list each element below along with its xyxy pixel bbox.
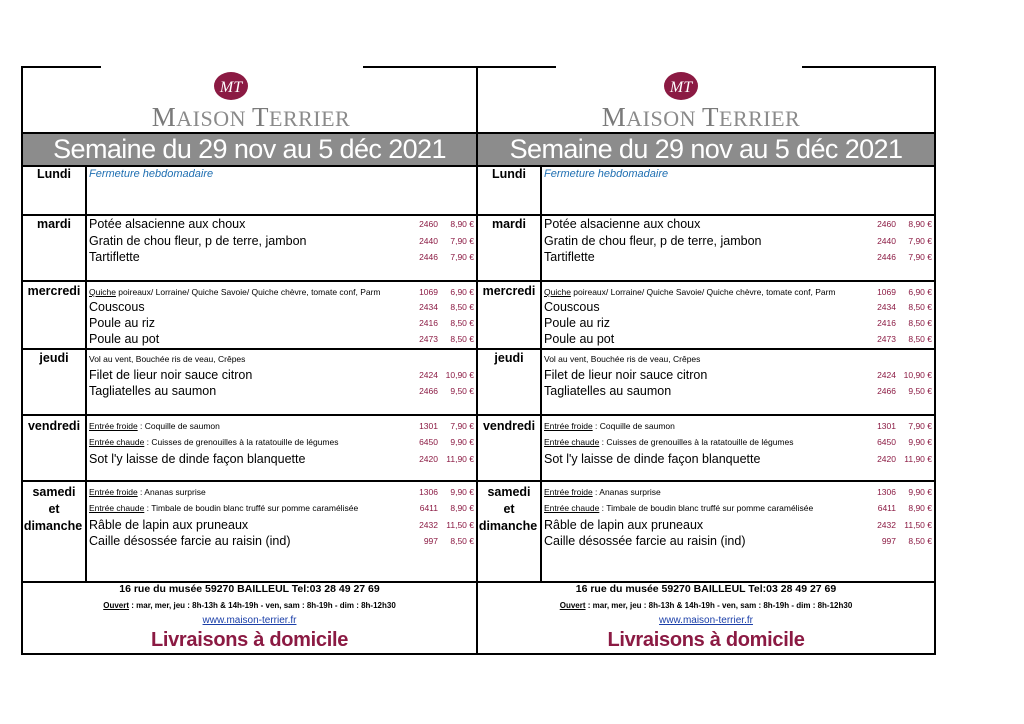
dish-price: 8,50 €: [450, 334, 474, 344]
svg-text:MT: MT: [669, 79, 693, 96]
dish-name: Gratin de chou fleur, p de terre, jambon: [544, 234, 762, 248]
dish-name: Poule au pot: [544, 332, 615, 346]
logo-wordmark: MAISON TERRIER: [601, 102, 801, 132]
menu-line: [89, 284, 476, 300]
footer-address: 16 rue du musée 59270 BAILLEUL Tel:03 28 49 27 69: [575, 583, 837, 595]
day-label: et: [503, 502, 515, 516]
dish-price: 6,90 €: [450, 287, 474, 297]
footer: [23, 581, 476, 653]
dish-name: Entrée chaude : Timbale de boudin blanc truffé sur pomme caramélisée: [89, 503, 359, 513]
svg-text:MT: MT: [219, 79, 243, 96]
footer: [478, 581, 934, 653]
day-label: mardi: [36, 217, 72, 231]
dish-code: 6450: [419, 437, 438, 447]
dish-price: 11,50 €: [904, 520, 932, 530]
delivery-banner: Livraisons à domicile: [150, 629, 349, 651]
dish-name: Poule au riz: [89, 316, 156, 330]
dish-name: Filet de lieur noir sauce citron: [89, 368, 253, 382]
dish-code: 2416: [877, 318, 896, 328]
day-label: samedi: [487, 485, 531, 499]
dish-name: Couscous: [89, 300, 145, 314]
logo: [478, 68, 934, 132]
closure-note: Fermeture hebdomadaire: [89, 168, 214, 180]
menu-panel-left: [21, 66, 478, 655]
menu-line: [544, 533, 934, 549]
menu-line: [89, 517, 476, 533]
day-label: jeudi: [39, 351, 69, 365]
menu-line: [89, 367, 476, 383]
menu-line: [89, 451, 476, 467]
dish-price: 7,90 €: [908, 252, 932, 262]
day-label: mercredi: [27, 284, 81, 298]
day-label: samedi: [32, 485, 76, 499]
menu-line: [89, 299, 476, 315]
day-row-mercredi: [478, 282, 934, 350]
day-row-jeudi: [478, 350, 934, 416]
dish-name: Poule au pot: [89, 332, 160, 346]
menu-line: [544, 484, 934, 500]
menu-line: [544, 166, 934, 182]
dish-price: 9,50 €: [908, 386, 932, 396]
dish-price: 8,50 €: [450, 536, 474, 546]
dish-price: 9,90 €: [450, 487, 474, 497]
menu-line: [544, 383, 934, 399]
day-row-mardi: [23, 216, 476, 282]
dish-name: Tartiflette: [89, 250, 140, 264]
dish-price: 8,50 €: [908, 334, 932, 344]
dish-code: 2466: [877, 386, 896, 396]
day-row-vendredi: [478, 416, 934, 482]
dish-code: 2432: [877, 520, 896, 530]
menu-line: [544, 451, 934, 467]
logo-wordmark: MAISON TERRIER: [151, 102, 351, 132]
day-row-mercredi: [23, 282, 476, 350]
menu-line: [544, 233, 934, 249]
menu-line: [544, 284, 934, 300]
footer-hours: Ouvert : mar, mer, jeu : 8h-13h & 14h-19h - ven, sam : 8h-19h - dim : 8h-12h30: [103, 601, 396, 610]
day-row-lundi: [23, 165, 476, 216]
dish-price: 7,90 €: [450, 421, 474, 431]
menu-line: [89, 249, 476, 265]
dish-name: Sot l'y laisse de dinde façon blanquette: [544, 452, 761, 466]
dish-price: 7,90 €: [450, 236, 474, 246]
dish-code: 2440: [419, 236, 438, 246]
menu-line: [89, 233, 476, 249]
dish-name: Couscous: [544, 300, 600, 314]
dish-code: 6411: [877, 503, 896, 513]
menu-line: [544, 517, 934, 533]
day-row-weekend: [478, 482, 934, 581]
day-label: jeudi: [494, 351, 524, 365]
dish-name: Tagliatelles au saumon: [89, 384, 217, 398]
dish-code: 2473: [877, 334, 896, 344]
dish-code: 2460: [419, 219, 438, 229]
dish-price: 7,90 €: [908, 421, 932, 431]
footer-hours: Ouvert : mar, mer, jeu : 8h-13h & 14h-19h - ven, sam : 8h-19h - dim : 8h-12h30: [559, 601, 853, 610]
menu-line: [89, 418, 476, 434]
day-label: Lundi: [491, 167, 526, 181]
dish-price: 9,90 €: [908, 487, 932, 497]
dish-price: 10,90 €: [445, 370, 474, 380]
footer-address: 16 rue du musée 59270 BAILLEUL Tel:03 28 49 27 69: [119, 583, 380, 595]
dish-code: 1069: [877, 287, 896, 297]
day-label: Lundi: [36, 167, 71, 181]
dish-code: 2460: [877, 219, 896, 229]
dish-name: Vol au vent, Bouchée ris de veau, Crêpes: [544, 354, 701, 364]
dish-name: Tagliatelles au saumon: [544, 384, 672, 398]
dish-code: 2432: [419, 520, 438, 530]
menu-line: [544, 331, 934, 347]
logo-monogram-icon: [211, 70, 251, 102]
dish-code: 2420: [877, 454, 896, 464]
dish-code: 2416: [419, 318, 438, 328]
dish-name: Entrée froide : Coquille de saumon: [544, 421, 675, 431]
dish-code: 997: [881, 536, 896, 546]
logo: [23, 68, 476, 132]
dish-name: Filet de lieur noir sauce citron: [544, 368, 708, 382]
day-row-jeudi: [23, 350, 476, 416]
menu-line: [544, 299, 934, 315]
dish-name: Sot l'y laisse de dinde façon blanquette: [89, 452, 306, 466]
day-row-vendredi: [23, 416, 476, 482]
menu-line: [544, 367, 934, 383]
menu-line: [544, 216, 934, 232]
dish-name: Gratin de chou fleur, p de terre, jambon: [89, 234, 307, 248]
dish-price: 8,50 €: [908, 318, 932, 328]
dish-price: 8,50 €: [450, 302, 474, 312]
menu-line: [544, 418, 934, 434]
dish-name: Entrée froide : Ananas surprise: [89, 487, 206, 497]
dish-name: Quiche poireaux/ Lorraine/ Quiche Savoie/ Quiche chèvre, tomate conf, Parm: [544, 287, 836, 297]
menu-line: [544, 500, 934, 516]
dish-price: 7,90 €: [908, 236, 932, 246]
dish-code: 2424: [419, 370, 438, 380]
dish-price: 9,90 €: [908, 437, 932, 447]
dish-price: 8,50 €: [908, 302, 932, 312]
dish-price: 6,90 €: [908, 287, 932, 297]
day-label: dimanche: [478, 519, 538, 533]
dish-price: 10,90 €: [903, 370, 932, 380]
dish-code: 1306: [419, 487, 438, 497]
dish-name: Entrée chaude : Timbale de boudin blanc truffé sur pomme caramélisée: [544, 503, 814, 513]
dish-code: 1301: [877, 421, 896, 431]
dish-name: Potée alsacienne aux choux: [89, 217, 246, 231]
day-label: et: [48, 502, 60, 516]
dish-price: 8,90 €: [450, 503, 474, 513]
delivery-banner: Livraisons à domicile: [607, 629, 805, 651]
dish-code: 1069: [419, 287, 438, 297]
dish-name: Quiche poireaux/ Lorraine/ Quiche Savoie/ Quiche chèvre, tomate conf, Parm: [89, 287, 381, 297]
dish-code: 2434: [419, 302, 438, 312]
dish-name: Vol au vent, Bouchée ris de veau, Crêpes: [89, 354, 246, 364]
dish-code: 2420: [419, 454, 438, 464]
website-link[interactable]: www.maison-terrier.fr: [659, 615, 753, 626]
dish-name: Râble de lapin aux pruneaux: [544, 518, 704, 532]
dish-price: 8,90 €: [908, 503, 932, 513]
closure-note: Fermeture hebdomadaire: [544, 168, 669, 180]
menu-line: [89, 216, 476, 232]
dish-code: 2434: [877, 302, 896, 312]
day-row-weekend: [23, 482, 476, 581]
dish-name: Tartiflette: [544, 250, 595, 264]
menu-line: [89, 315, 476, 331]
dish-price: 11,90 €: [904, 454, 932, 464]
day-label: dimanche: [23, 519, 83, 533]
logo-monogram-icon: [661, 70, 701, 102]
dish-code: 1301: [419, 421, 438, 431]
menu-panel-right: [478, 66, 936, 655]
day-label: vendredi: [482, 419, 536, 433]
menu-line: [89, 166, 476, 182]
dish-code: 2473: [419, 334, 438, 344]
week-banner: Semaine du 29 nov au 5 déc 2021: [23, 132, 476, 167]
dish-price: 8,50 €: [908, 536, 932, 546]
menu-line: [89, 533, 476, 549]
menu-line: [544, 351, 934, 367]
menu-line: [89, 383, 476, 399]
dish-price: 8,90 €: [450, 219, 474, 229]
dish-code: 2466: [419, 386, 438, 396]
dish-price: 9,50 €: [450, 386, 474, 396]
dish-code: 1306: [877, 487, 896, 497]
website-link[interactable]: www.maison-terrier.fr: [202, 615, 297, 626]
dish-name: Entrée froide : Coquille de saumon: [89, 421, 220, 431]
dish-name: Potée alsacienne aux choux: [544, 217, 701, 231]
day-row-mardi: [478, 216, 934, 282]
dish-code: 2446: [877, 252, 896, 262]
dish-price: 8,90 €: [908, 219, 932, 229]
dish-code: 997: [423, 536, 438, 546]
dish-code: 2440: [877, 236, 896, 246]
dish-code: 2446: [419, 252, 438, 262]
menu-line: [544, 249, 934, 265]
dish-price: 8,50 €: [450, 318, 474, 328]
menu-line: [89, 500, 476, 516]
week-banner: Semaine du 29 nov au 5 déc 2021: [478, 132, 934, 167]
dish-price: 9,90 €: [450, 437, 474, 447]
day-label: mercredi: [482, 284, 536, 298]
dish-price: 11,50 €: [446, 520, 474, 530]
menu-line: [89, 351, 476, 367]
day-row-lundi: [478, 165, 934, 216]
menu-line: [89, 331, 476, 347]
dish-code: 6411: [419, 503, 438, 513]
dish-name: Caille désossée farcie au raisin (ind): [89, 534, 291, 548]
menu-line: [544, 315, 934, 331]
menu-line: [89, 434, 476, 450]
menu-line: [89, 484, 476, 500]
dish-name: Poule au riz: [544, 316, 611, 330]
day-label: vendredi: [27, 419, 81, 433]
dish-name: Entrée froide : Ananas surprise: [544, 487, 661, 497]
dish-code: 2424: [877, 370, 896, 380]
dish-name: Caille désossée farcie au raisin (ind): [544, 534, 746, 548]
dish-name: Entrée chaude : Cuisses de grenouilles à la ratatouille de légumes: [544, 437, 794, 447]
dish-name: Râble de lapin aux pruneaux: [89, 518, 249, 532]
menu-sheet: [21, 66, 936, 655]
dish-name: Entrée chaude : Cuisses de grenouilles à la ratatouille de légumes: [89, 437, 339, 447]
dish-price: 7,90 €: [450, 252, 474, 262]
day-label: mardi: [491, 217, 527, 231]
menu-line: [544, 434, 934, 450]
dish-price: 11,90 €: [446, 454, 474, 464]
dish-code: 6450: [877, 437, 896, 447]
